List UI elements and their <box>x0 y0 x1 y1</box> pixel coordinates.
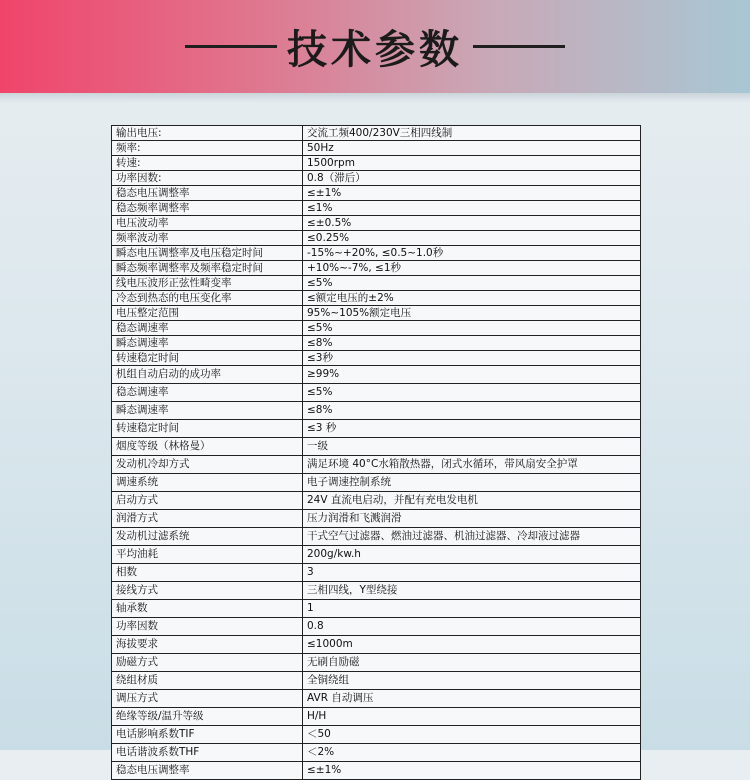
table-row <box>112 582 641 600</box>
title-left-rule <box>185 45 277 48</box>
table-row <box>112 351 641 366</box>
table-row <box>112 528 641 546</box>
table-row <box>112 510 641 528</box>
spec-value: ＜2% <box>303 744 641 762</box>
table-row <box>112 291 641 306</box>
table-row <box>112 126 641 141</box>
spec-label: 输出电压: <box>112 126 303 141</box>
spec-label: 转速稳定时间 <box>112 420 303 438</box>
spec-value: ≤8% <box>303 336 641 351</box>
spec-value: ≤5% <box>303 384 641 402</box>
spec-label: 瞬态频率调整率及频率稳定时间 <box>112 261 303 276</box>
page-title: 技术参数 <box>287 27 463 73</box>
spec-value: ≤5% <box>303 321 641 336</box>
spec-value: 干式空气过滤器、燃油过滤器、机油过滤器、冷却液过滤器 <box>303 528 641 546</box>
spec-value: ≤8% <box>303 402 641 420</box>
spec-label: 相数 <box>112 564 303 582</box>
spec-label: 冷态到热态的电压变化率 <box>112 291 303 306</box>
spec-value: ≤3秒 <box>303 351 641 366</box>
spec-value: ≤5% <box>303 276 641 291</box>
spec-label: 转速: <box>112 156 303 171</box>
table-row <box>112 744 641 762</box>
spec-label: 瞬态电压调整率及电压稳定时间 <box>112 246 303 261</box>
spec-value: ≤3 秒 <box>303 420 641 438</box>
title-right-rule <box>473 45 565 48</box>
spec-value: 1 <box>303 600 641 618</box>
spec-value: 50Hz <box>303 141 641 156</box>
table-row <box>112 600 641 618</box>
spec-label: 瞬态调速率 <box>112 402 303 420</box>
spec-label: 绕组材质 <box>112 672 303 690</box>
spec-label: 调压方式 <box>112 690 303 708</box>
spec-label: 海拔要求 <box>112 636 303 654</box>
spec-value: ＜50 <box>303 726 641 744</box>
spec-value: AVR 自动调压 <box>303 690 641 708</box>
table-row <box>112 216 641 231</box>
spec-value: H/H <box>303 708 641 726</box>
table-row <box>112 492 641 510</box>
spec-label: 启动方式 <box>112 492 303 510</box>
table-row <box>112 402 641 420</box>
header-shadow <box>0 93 750 103</box>
spec-value: 全铜绕组 <box>303 672 641 690</box>
spec-value: ≤1% <box>303 201 641 216</box>
table-row <box>112 231 641 246</box>
table-row <box>112 336 641 351</box>
table-row <box>112 762 641 780</box>
spec-label: 发动机冷却方式 <box>112 456 303 474</box>
table-row <box>112 618 641 636</box>
spec-value: ≥99% <box>303 366 641 384</box>
spec-label: 润滑方式 <box>112 510 303 528</box>
table-row <box>112 171 641 186</box>
spec-label: 接线方式 <box>112 582 303 600</box>
table-row <box>112 261 641 276</box>
spec-label: 电话影响系数TIF <box>112 726 303 744</box>
table-row <box>112 636 641 654</box>
spec-table <box>111 125 641 780</box>
spec-value: ≤1000m <box>303 636 641 654</box>
table-row <box>112 474 641 492</box>
spec-value: 满足环境 40°C水箱散热器，闭式水循环，带风扇安全护罩 <box>303 456 641 474</box>
table-row <box>112 456 641 474</box>
table-row <box>112 276 641 291</box>
spec-label: 调速系统 <box>112 474 303 492</box>
spec-label: 稳态频率调整率 <box>112 201 303 216</box>
table-row <box>112 321 641 336</box>
spec-value: ≤额定电压的±2% <box>303 291 641 306</box>
spec-value: 电子调速控制系统 <box>303 474 641 492</box>
spec-value: ≤±0.5% <box>303 216 641 231</box>
spec-value: 1500rpm <box>303 156 641 171</box>
spec-value: 无刷自励磁 <box>303 654 641 672</box>
spec-value: 24V 直流电启动，并配有充电发电机 <box>303 492 641 510</box>
spec-value: 3 <box>303 564 641 582</box>
spec-value: -15%~+20%, ≤0.5~1.0秒 <box>303 246 641 261</box>
table-row <box>112 564 641 582</box>
spec-label: 转速稳定时间 <box>112 351 303 366</box>
spec-value: 一级 <box>303 438 641 456</box>
table-row <box>112 306 641 321</box>
spec-label: 电压波动率 <box>112 216 303 231</box>
spec-value: ≤±1% <box>303 762 641 780</box>
spec-label: 电话谐波系数THF <box>112 744 303 762</box>
spec-label: 稳态调速率 <box>112 321 303 336</box>
spec-value: 交流工频400/230V三相四线制 <box>303 126 641 141</box>
table-row <box>112 690 641 708</box>
table-row <box>112 438 641 456</box>
table-row <box>112 384 641 402</box>
spec-value: +10%~-7%, ≤1秒 <box>303 261 641 276</box>
table-row <box>112 420 641 438</box>
spec-label: 频率: <box>112 141 303 156</box>
spec-label: 机组自动启动的成功率 <box>112 366 303 384</box>
table-row <box>112 156 641 171</box>
spec-label: 发动机过滤系统 <box>112 528 303 546</box>
spec-label: 电压整定范围 <box>112 306 303 321</box>
spec-label: 平均油耗 <box>112 546 303 564</box>
spec-label: 功率因数: <box>112 171 303 186</box>
spec-value: 95%~105%额定电压 <box>303 306 641 321</box>
spec-label: 线电压波形正弦性畸变率 <box>112 276 303 291</box>
table-row <box>112 726 641 744</box>
spec-value: 三相四线，Y型绕接 <box>303 582 641 600</box>
spec-value: 压力润滑和飞溅润滑 <box>303 510 641 528</box>
table-row <box>112 366 641 384</box>
spec-value: 200g/kw.h <box>303 546 641 564</box>
spec-label: 轴承数 <box>112 600 303 618</box>
spec-label: 稳态电压调整率 <box>112 186 303 201</box>
spec-value: ≤0.25% <box>303 231 641 246</box>
table-row <box>112 672 641 690</box>
spec-label: 励磁方式 <box>112 654 303 672</box>
spec-label: 稳态调速率 <box>112 384 303 402</box>
table-row <box>112 708 641 726</box>
spec-label: 功率因数 <box>112 618 303 636</box>
table-row <box>112 246 641 261</box>
table-row <box>112 654 641 672</box>
spec-label: 烟度等级（林格曼） <box>112 438 303 456</box>
spec-label: 瞬态调速率 <box>112 336 303 351</box>
spec-label: 稳态电压调整率 <box>112 762 303 780</box>
spec-label: 绝缘等级/温升等级 <box>112 708 303 726</box>
spec-value: 0.8 <box>303 618 641 636</box>
table-row <box>112 186 641 201</box>
table-row <box>112 141 641 156</box>
page-title-bar <box>0 0 750 93</box>
spec-value: 0.8（滞后） <box>303 171 641 186</box>
spec-label: 频率波动率 <box>112 231 303 246</box>
table-row <box>112 201 641 216</box>
spec-value: ≤±1% <box>303 186 641 201</box>
table-row <box>112 546 641 564</box>
